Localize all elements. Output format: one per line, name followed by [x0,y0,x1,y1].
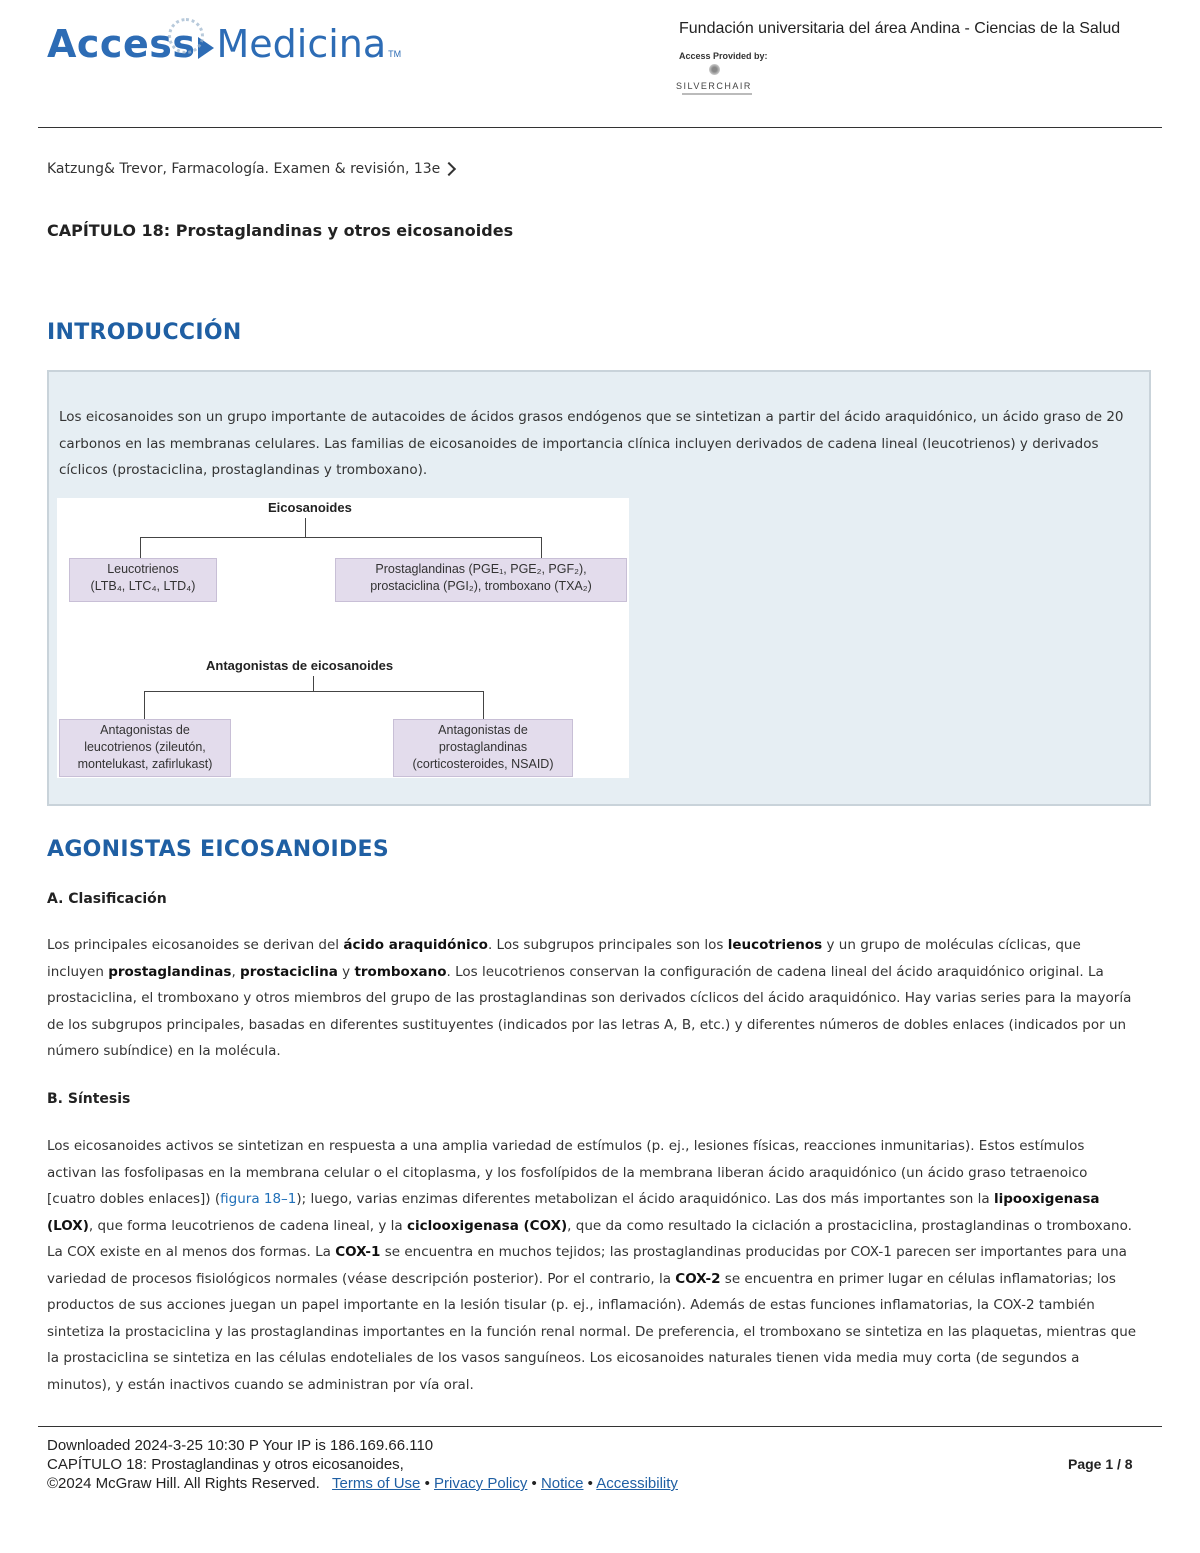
chapter-title: CAPÍTULO 18: Prostaglandinas y otros eicosanoides [47,221,514,240]
section-heading-introduccion: INTRODUCCIÓN [47,320,242,345]
tree-line [144,691,484,692]
tree-line [140,537,542,538]
tree-line [313,676,314,691]
footer-chapter: CAPÍTULO 18: Prostaglandinas y otros eicosanoides, [47,1456,404,1473]
box-antiprosta-line2: prostaglandinas [438,740,528,754]
tree-line [144,691,145,719]
term-cox-2: COX-2 [675,1270,721,1287]
accessibility-link[interactable]: Accessibility [596,1475,678,1492]
figure-18-1-link[interactable]: figura 18–1 [220,1191,297,1207]
breadcrumb[interactable] [47,161,454,177]
accessmedicina-logo[interactable] [47,22,401,72]
box-prostaglandinas-line2: prostaciclina (PGI₂), tromboxano (TXA₂) [370,579,592,593]
tree-line [541,537,542,558]
breadcrumb-book-title[interactable]: Katzung& Trevor, Farmacología. Examen & revisión, 13e [47,161,441,177]
box-prostaglandinas [335,558,627,602]
notice-link[interactable]: Notice [540,1475,584,1492]
logo-access-text: Access [47,22,196,66]
subheading-clasificacion: A. Clasificación [47,891,167,907]
page-number: Page 1 / 8 [1068,1456,1133,1472]
privacy-link[interactable]: Privacy Policy [434,1475,528,1492]
box-antileuco-line3: montelukast, zafirlukast) [77,757,213,771]
copyright: ©2024 McGraw Hill. All Rights Reserved. [47,1475,320,1492]
paragraph-sintesis: Los eicosanoides activos se sintetizan en respuesta a una amplia variedad de estímulos (p. ej., lesiones físicas, reacciones inmunitarias). Estos estímulos activan las fosfolipasas en la membrana celular o el citoplasma, y los fosfolípidos de la membrana liberan ácido araquidónico (un ácido graso tetraenoico [cuatro dobles enlaces]) (figura 18–1); luego, varias enzimas diferentes metabolizan el ácido araquidónico. Las dos más importantes son la lipooxigenasa (LOX), que forma leucotrienos de cadena lineal, y la ciclooxigenasa (COX), que da como resultado la ciclación a prostaciclina, prostaglandinas o tromboxano. La COX existe en al menos dos formas. La COX-1 se encuentra en muchos tejidos; las prostaglandinas producidas por COX-1 parecen ser importantes para una variedad de procesos fisiológicos normales (véase descripción posterior). Por el contrario, la COX-2 se encuentra en primer lugar en células inflamatorias; los productos de sus acciones juegan un papel importante en la lesión tisular (p. ej., inflamación). Además de estas funciones inflamatorias, la COX-2 también sintetiza la prostaciclina y las prostaglandinas importantes en la función renal normal. De preferencia, el tromboxano se sintetiza en las plaquetas, mientras que la prostaciclina se sintetiza en las células endoteliales de los vasos sanguíneos. Los eicosanoides naturales tienen vida media muy corta (de segundos a minutos), y están inactivos cuando se administran por vía oral. [47,1138,1137,1393]
access-provided-label: Access Provided by: [679,51,768,61]
box-leucotrienos-line1: Leucotrienos [107,562,179,576]
term-tromboxano: tromboxano [354,963,447,980]
subheading-sintesis: B. Síntesis [47,1091,131,1107]
logo-trademark: TM [388,49,402,59]
box-antiprosta-line1: Antagonistas de [438,723,528,737]
term-acido-araquidonico: ácido araquidónico [343,937,488,953]
download-info: Downloaded 2024-3-25 10:30 P Your IP is 186.169.66.110 [47,1437,434,1454]
term-cox-1: COX-1 [335,1244,381,1260]
term-leucotrienos: leucotrienos [727,937,823,953]
box-antileuco-line2: leucotrienos (zileutón, [84,740,206,754]
box-antiprosta-line3: (corticosteroides, NSAID) [412,757,554,771]
footer-links: ©2024 McGraw Hill. All Rights Reserved. Terms of Use • Privacy Policy • Notice • Accessibility [47,1475,678,1492]
box-prostaglandinas-line1: Prostaglandinas (PGE₁, PGE₂, PGF₂), [375,562,587,576]
box-antagonistas-leucotrienos [59,719,231,777]
tree-line [140,537,141,558]
paragraph-clasificacion: Los principales eicosanoides se derivan del ácido araquidónico. Los subgrupos principales son los leucotrienos y un grupo de moléculas cíclicas, que incluyen prostaglandinas, prostaciclina y tromboxano. Los leucotrienos conservan la configuración de cadena lineal del ácido araquidónico original. La prostaciclina, el tromboxano y otros miembros del grupo de las prostaglandinas son derivados cíclicos del ácido araquidónico. Hay varias series para la mayoría de los subgrupos principales, basadas en diferentes sustituyentes (indicados por las letras A, B, etc.) y diferentes números de dobles enlaces (indicados por un número subíndice) en la molécula. [47,937,1132,1059]
eicosanoid-figure [57,498,629,778]
box-leucotrienos [69,558,217,602]
header-divider [38,127,1162,128]
footer-divider [38,1426,1162,1427]
box-leucotrienos-line2: (LTB₄, LTC₄, LTD₄) [90,579,196,593]
figure-title-antagonistas: Antagonistas de eicosanoides [206,658,394,673]
term-prostaglandinas: prostaglandinas [108,963,232,980]
box-antileuco-line1: Antagonistas de [100,723,190,737]
term-lipooxigenasa: lipooxigenasa (LOX) [47,1191,1100,1234]
provider-tagline-bar [682,93,752,95]
intro-box [47,370,1151,806]
page-footer [47,1436,678,1493]
section-heading-agonistas: AGONISTAS EICOSANOIDES [47,837,390,862]
provider-logo: SILVERCHAIR [676,81,752,91]
logo-gear-icon [168,18,204,54]
silverchair-icon [709,64,720,75]
term-ciclooxigenasa: ciclooxigenasa (COX) [406,1217,568,1234]
logo-medicina-text: Medicina [216,22,387,66]
term-prostaciclina: prostaciclina [240,963,338,980]
terms-link[interactable]: Terms of Use [332,1475,421,1492]
figure-title-eicosanoides: Eicosanoides [268,500,352,515]
intro-paragraph: Los eicosanoides son un grupo importante de autacoides de ácidos grasos endógenos que se sintetizan a partir del ácido araquidónico, un ácido graso de 20 carbonos en las membranas celulares. Las familias de eicosanoides de importancia clínica incluyen derivados de cadena lineal (leucotrienos) y derivados cíclicos (prostaciclina, prostaglandinas y tromboxano). [59,409,1124,478]
chevron-right-icon [442,162,456,176]
tree-line [305,518,306,537]
box-antagonistas-prostaglandinas [393,719,573,777]
institution-name: Fundación universitaria del área Andina - Ciencias de la Salud [679,20,1121,37]
tree-line [483,691,484,719]
